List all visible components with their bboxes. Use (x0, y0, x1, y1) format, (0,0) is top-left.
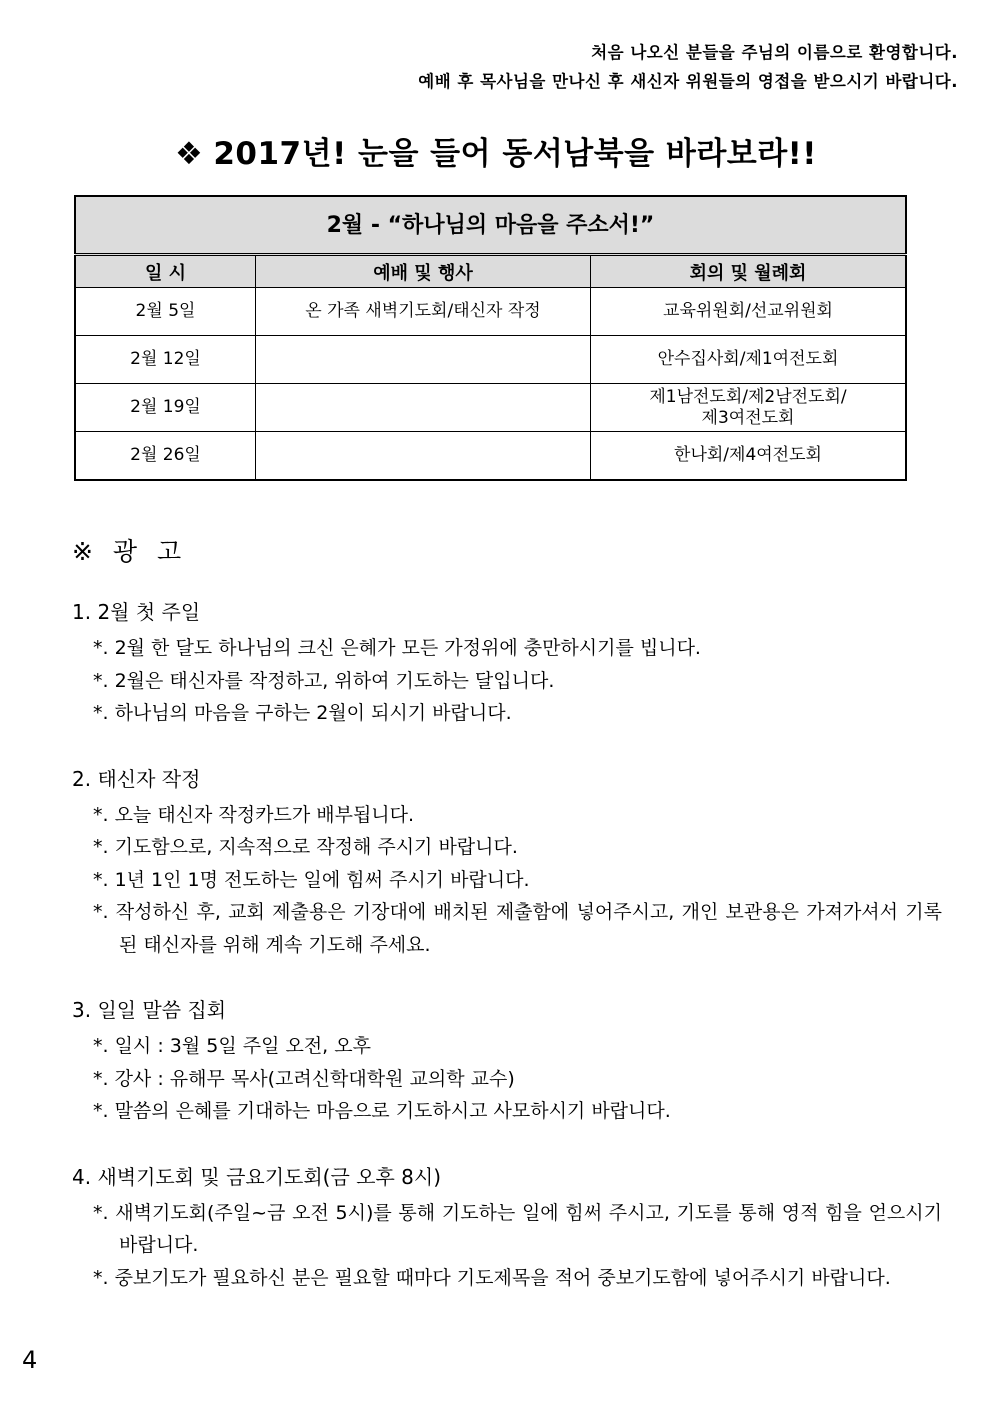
announcements (72, 596, 942, 1327)
row-event (256, 384, 591, 432)
row-meeting: 한나회/제4여전도회 (591, 432, 907, 481)
list-item: *. 2월 한 달도 하나님의 크신 은혜가 모든 가정위에 충만하시기를 빕니다. (93, 637, 701, 659)
list-item: *. 중보기도가 필요하신 분은 필요할 때마다 기도제목을 적어 중보기도함에 넣어주시기 바랍니다. (93, 1266, 891, 1289)
list-item: *. 작성하신 후, 교회 제출용은 기장대에 배치된 제출함에 넣어주시고, 개인 보관용은 가져가셔서 기록된 태신자를 위해 계속 기도해 주세요. (93, 901, 942, 956)
row-event: 온 가족 새벽기도회/태신자 작정 (256, 288, 591, 336)
page-title-text: 2017년! 눈을 들어 동서남북을 바라보라!! (213, 136, 817, 172)
monthly-schedule-table (74, 195, 907, 481)
header-meeting: 회의 및 월례회 (591, 255, 907, 288)
row-event (256, 432, 591, 481)
row-date: 2월 26일 (75, 432, 256, 481)
section-title: 2. 태신자 작정 (72, 766, 201, 791)
announcement-section (72, 994, 942, 1128)
announcement-section (72, 596, 942, 730)
row-event (256, 336, 591, 384)
row-meeting: 안수집사회/제1여전도회 (591, 336, 907, 384)
section-title: 4. 새벽기도회 및 금요기도회(금 오후 8시) (72, 1164, 441, 1189)
table-row (75, 432, 906, 481)
header-event: 예배 및 행사 (256, 255, 591, 288)
row-meeting: 제1남전도회/제2남전도회/ 제3여전도회 (591, 384, 907, 432)
row-date: 2월 12일 (75, 336, 256, 384)
header-date: 일 시 (75, 255, 256, 288)
month-title-row (75, 196, 906, 255)
welcome-line-2: 예배 후 목사님을 만나신 후 새신자 위원들의 영접을 받으시기 바랍니다. (418, 72, 958, 91)
welcome-line-1: 처음 나오신 분들을 주님의 이름으로 환영합니다. (591, 43, 958, 62)
section-title: 3. 일일 말씀 집회 (72, 998, 227, 1022)
announcement-section (72, 763, 942, 962)
announcement-section (72, 1161, 942, 1295)
diamond-bullet-icon: ❖ (175, 136, 204, 172)
table-row (75, 336, 906, 384)
list-item: *. 일시 : 3월 5일 주일 오전, 오후 (93, 1035, 371, 1057)
welcome-message (418, 38, 958, 96)
header-row (75, 255, 906, 288)
row-meeting: 교육위원회/선교위원회 (591, 288, 907, 336)
row-date: 2월 19일 (75, 384, 256, 432)
list-item: *. 1년 1인 1명 전도하는 일에 힘써 주시기 바랍니다. (93, 868, 530, 891)
table-row (75, 384, 906, 432)
table-row (75, 288, 906, 336)
list-item: *. 새벽기도회(주일~금 오전 5시)를 통해 기도하는 일에 힘써 주시고, 기도를 통해 영적 힘을 얻으시기 바랍니다. (93, 1201, 942, 1256)
list-item: *. 하나님의 마음을 구하는 2월이 되시기 바랍니다. (93, 702, 512, 724)
announcements-heading: ※ 광 고 (72, 537, 188, 566)
list-item: *. 오늘 태신자 작정카드가 배부됩니다. (93, 803, 415, 826)
list-item: *. 기도함으로, 지속적으로 작정해 주시기 바랍니다. (93, 836, 518, 858)
month-title: 2월 - “하나님의 마음을 주소서!” (75, 196, 906, 255)
list-item: *. 강사 : 유해무 목사(고려신학대학원 교의학 교수) (93, 1067, 515, 1090)
page-title (0, 128, 992, 173)
list-item: *. 말씀의 은혜를 기대하는 마음으로 기도하시고 사모하시기 바랍니다. (93, 1100, 671, 1122)
section-title: 1. 2월 첫 주일 (72, 600, 201, 624)
page-number: 4 (22, 1346, 38, 1374)
list-item: *. 2월은 태신자를 작정하고, 위하여 기도하는 달입니다. (93, 669, 555, 692)
row-date: 2월 5일 (75, 288, 256, 336)
